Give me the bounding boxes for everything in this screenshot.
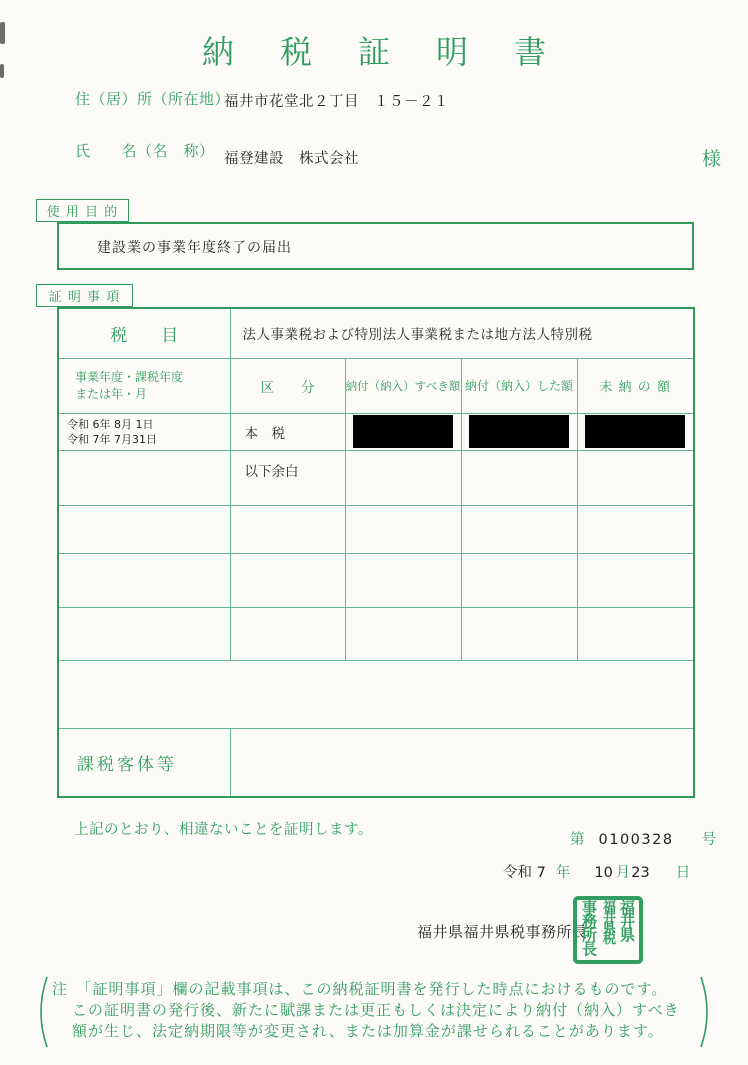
certification-statement: 上記のとおり、相違ないことを証明します。 <box>74 822 373 838</box>
honorific-sama: 様 <box>702 148 722 170</box>
redacted-paid-amount <box>469 415 569 448</box>
footnote-line-3: 額が生じ、法定納期限等が変更され、または加算金が課せられることがあります。 <box>72 1022 664 1040</box>
scan-artifact <box>0 22 5 44</box>
document-title: 納税証明書 <box>202 33 593 71</box>
period-start-date: 令和 6年 8月 1日 <box>67 417 154 431</box>
empty-cell <box>58 450 230 505</box>
seal-text-column: 事務所長 <box>580 899 598 955</box>
name-label: 氏 名（名 称） <box>75 142 215 160</box>
empty-cell <box>230 553 345 607</box>
column-header-paid: 納付（納入）した額 <box>461 358 577 413</box>
column-header-payable: 納付（納入）すべき額 <box>345 358 461 413</box>
certificate-number-value: 0100328 <box>598 832 674 848</box>
taxable-object-label: 課税客体等 <box>58 728 230 797</box>
tax-item-value: 法人事業税および特別法人事業税または地方法人特別税 <box>230 308 694 358</box>
empty-cell <box>577 505 694 553</box>
address-label: 住（居）所（所在地） <box>75 90 231 108</box>
empty-cell <box>461 607 577 660</box>
purpose-value: 建設業の事業年度終了の届出 <box>97 240 292 256</box>
taxable-object-value-cell <box>230 728 694 797</box>
empty-cell <box>58 553 230 607</box>
purpose-box <box>57 222 694 270</box>
empty-cell <box>230 505 345 553</box>
footnote-line-2: この証明書の発行後、新たに賦課または更正もしくは決定により納付（納入）すべき <box>72 1001 680 1019</box>
name-value: 福登建設 株式会社 <box>224 151 359 167</box>
issue-date-month-label: 月 <box>615 865 631 881</box>
certification-table <box>57 307 695 798</box>
seal-text-column: 福井県 <box>618 899 636 941</box>
unpaid-amount-cell <box>577 413 694 450</box>
table-row-empty <box>58 553 694 607</box>
column-header-category: 区 分 <box>230 358 345 413</box>
period-cell <box>58 413 230 450</box>
table-row-main-tax <box>58 413 694 450</box>
empty-cell <box>230 607 345 660</box>
scan-artifact <box>0 64 4 78</box>
redacted-payable-amount <box>353 415 453 448</box>
table-row-empty <box>58 505 694 553</box>
table-row-empty <box>58 607 694 660</box>
issue-date <box>503 861 690 882</box>
redacted-unpaid-amount <box>585 415 685 448</box>
issue-date-era-year: 令和 7 <box>503 865 546 881</box>
category-cell: 本 税 <box>230 413 345 450</box>
issue-date-year-label: 年 <box>555 865 571 881</box>
payable-amount-cell <box>345 413 461 450</box>
table-row-merged-empty <box>58 660 694 728</box>
empty-cell <box>577 450 694 505</box>
table-row-blank-below <box>58 450 694 505</box>
empty-cell <box>577 607 694 660</box>
certificate-number-suffix: 号 <box>701 832 717 848</box>
empty-cell <box>58 607 230 660</box>
column-header-period-line1: 事業年度・課税年度 <box>75 369 184 384</box>
empty-cell <box>345 505 461 553</box>
tax-item-label: 税 目 <box>58 308 230 358</box>
certificate-number <box>570 828 716 849</box>
issue-date-day: 23 <box>631 865 650 881</box>
address-value: 福井市花堂北２丁目 １５－２１ <box>224 94 449 110</box>
column-header-unpaid: 未 納 の 額 <box>577 358 694 413</box>
empty-cell <box>345 553 461 607</box>
empty-cell <box>577 553 694 607</box>
table-row-taxable-object <box>58 728 694 797</box>
merged-empty-cell <box>58 660 694 728</box>
blank-below-note: 以下余白 <box>230 450 345 505</box>
empty-cell <box>58 505 230 553</box>
empty-cell <box>345 607 461 660</box>
empty-cell <box>461 450 577 505</box>
period-end-date: 令和 7年 7月31日 <box>67 432 157 446</box>
empty-cell <box>461 553 577 607</box>
empty-cell <box>461 505 577 553</box>
empty-cell <box>345 450 461 505</box>
paid-amount-cell <box>461 413 577 450</box>
certificate-number-prefix: 第 <box>570 832 585 848</box>
footnote-line-1: 注 「証明事項」欄の記載事項は、この納税証明書を発行した時点におけるものです。 <box>52 980 668 998</box>
issue-date-month: 10 <box>594 865 613 881</box>
certification-section-tab: 証 明 事 項 <box>36 284 133 307</box>
left-parenthesis <box>33 975 49 1049</box>
issuer-name: 福井県福井県税事務所長 <box>417 923 588 941</box>
official-seal <box>573 896 643 964</box>
purpose-section-tab: 使 用 目 的 <box>36 199 129 222</box>
column-header-period-line2: または年・月 <box>75 386 148 401</box>
issue-date-day-label: 日 <box>675 865 691 881</box>
column-header-period <box>58 358 230 413</box>
right-parenthesis <box>699 975 715 1049</box>
seal-text-column: 福井県税 <box>600 899 615 942</box>
